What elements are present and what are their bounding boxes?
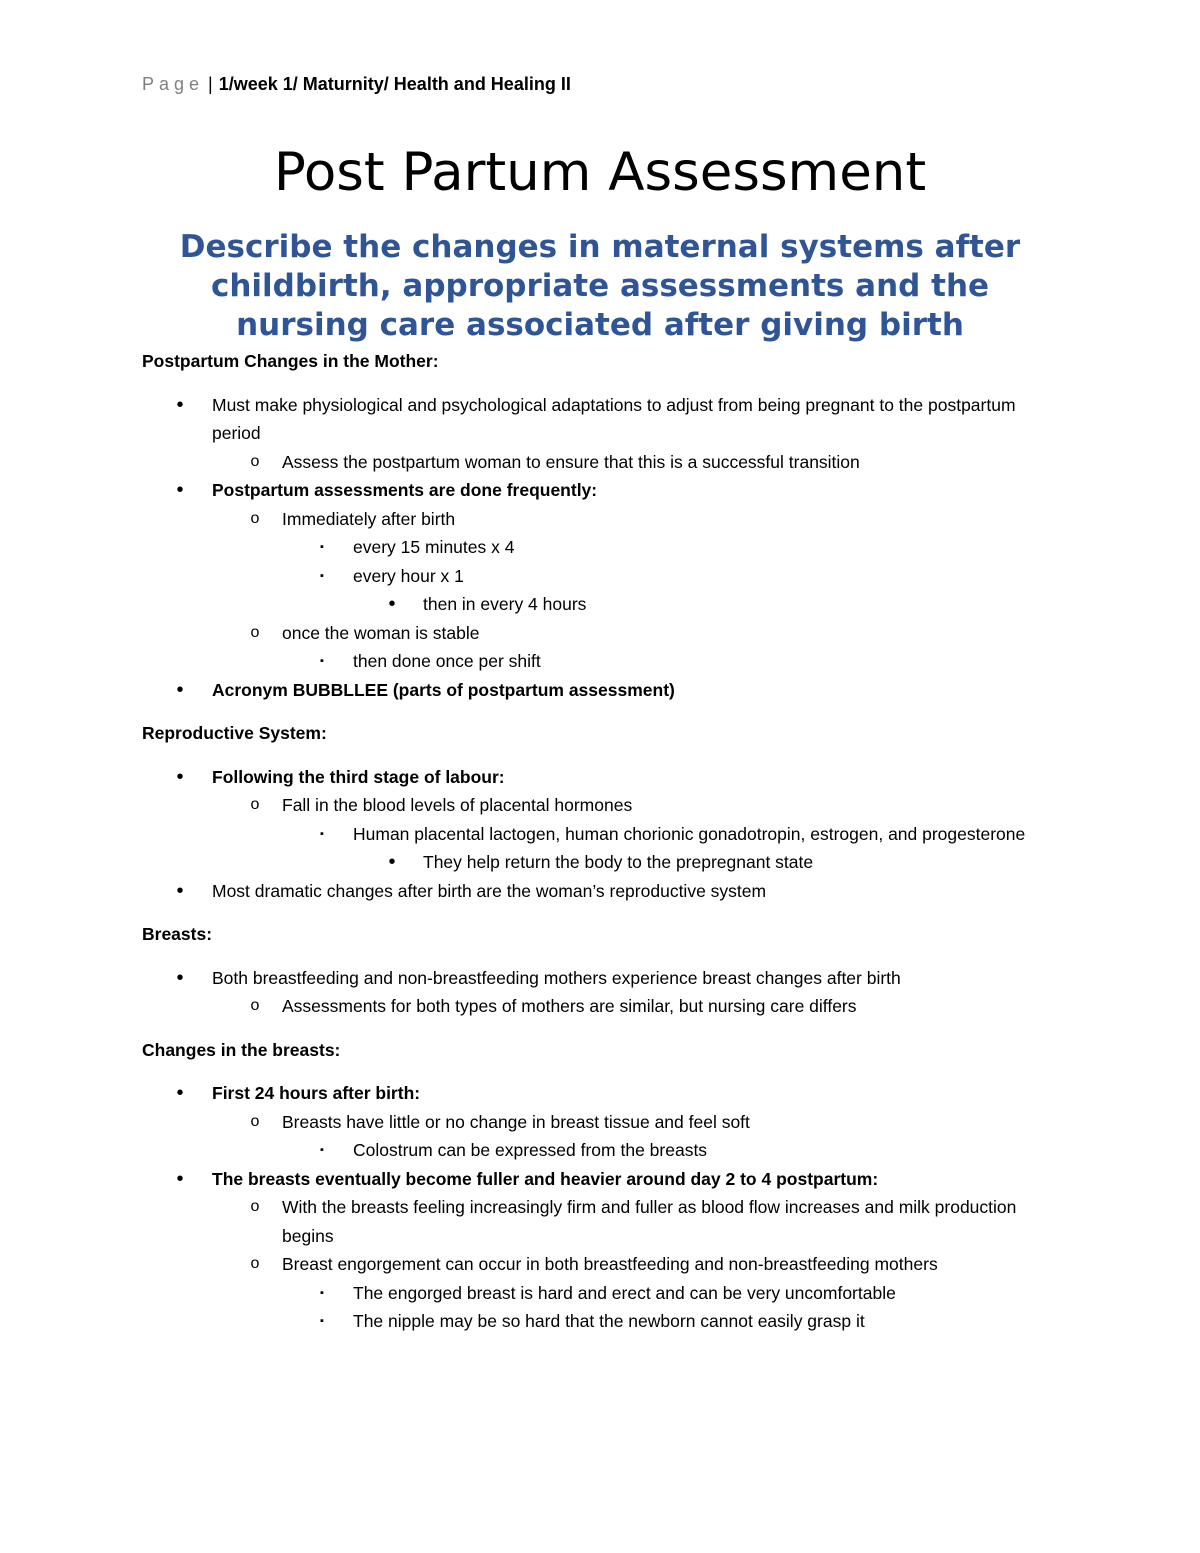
list-item: [142, 964, 1042, 993]
section-heading-reproductive: Reproductive System:: [142, 723, 327, 743]
bullet-icon: ▪: [320, 827, 324, 840]
list-item: [142, 391, 1042, 448]
list-item: [142, 1136, 1042, 1165]
list-item-text: then in every 4 hours: [423, 594, 587, 614]
list-item-text: Human placental lactogen, human chorionic gonadotropin, estrogen, and progesterone: [353, 823, 1026, 844]
page-header: [142, 72, 571, 96]
document-title: Post Partum Assessment: [273, 142, 927, 203]
list-item-text: The engorged breast is hard and erect and can be very uncomfortable: [353, 1282, 896, 1303]
list-item: [142, 848, 1042, 877]
section-heading-mother: Postpartum Changes in the Mother:: [142, 351, 439, 371]
list-item-text: every 15 minutes x 4: [353, 537, 515, 557]
list-item-text: The nipple may be so hard that the newborn cannot easily grasp it: [353, 1311, 865, 1331]
list-item-text: Fall in the blood levels of placental hormones: [282, 795, 633, 815]
bullet-icon: ▪: [320, 569, 324, 582]
list-item-text: Postpartum assessments are done frequently:: [212, 480, 598, 500]
list-item-text: Assessments for both types of mothers are similar, but nursing care differs: [282, 996, 857, 1016]
list-item: [142, 619, 1042, 648]
list-item-text: The breasts eventually become fuller and heavier around day 2 to 4 postpartum:: [212, 1168, 879, 1189]
bullet-icon: ▪: [320, 655, 324, 667]
list-item-text: Acronym BUBBLLEE (parts of postpartum assessment): [212, 679, 675, 700]
list-item: [142, 676, 1042, 705]
document-body: [142, 347, 1042, 1336]
list-item-text: Assess the postpartum woman to ensure that this is a successful transition: [282, 451, 860, 472]
bullet-icon: o: [250, 1112, 260, 1130]
document-subtitle: Describe the changes in maternal systems after childbirth, appropriate assessments and the nursing care associated after giving birth: [179, 229, 1021, 343]
list-mother: [142, 391, 1042, 705]
list-item-text: then done once per shift: [353, 651, 541, 671]
bullet-icon: o: [250, 452, 260, 470]
bullet-icon: •: [176, 479, 184, 501]
list-item: [142, 590, 1042, 619]
bullet-icon: •: [388, 593, 396, 615]
list-item-text: Colostrum can be expressed from the breasts: [353, 1140, 708, 1160]
list-item-text: Both breastfeeding and non-breastfeeding mothers experience breast changes after birth: [212, 967, 901, 988]
bullet-icon: ▪: [320, 1286, 324, 1299]
list-item: [142, 1193, 1042, 1250]
list-changes: [142, 1079, 1042, 1336]
list-item: [142, 877, 1042, 906]
list-item: [142, 791, 1042, 820]
bullet-icon: •: [176, 1167, 184, 1190]
list-item: [142, 562, 1042, 591]
bullet-icon: o: [250, 997, 260, 1014]
list-item-text: With the breasts feeling increasingly firm and fuller as blood flow increases and milk production begins: [282, 1197, 1017, 1246]
section-heading-breasts: Breasts:: [142, 924, 213, 944]
bullet-icon: •: [176, 879, 184, 902]
list-item: [142, 647, 1042, 676]
list-item-text: Breasts have little or no change in breast tissue and feel soft: [282, 1111, 750, 1132]
list-item: [142, 505, 1042, 534]
bullet-icon: ▪: [320, 1315, 324, 1327]
header-separator: |: [208, 74, 213, 94]
bullet-icon: •: [176, 966, 184, 989]
bullet-icon: •: [176, 678, 184, 701]
list-item: [142, 992, 1042, 1021]
bullet-icon: o: [250, 1255, 260, 1272]
bullet-icon: •: [388, 851, 396, 873]
list-item: [142, 820, 1042, 849]
list-item-text: Following the third stage of labour:: [212, 766, 505, 787]
list-item: [142, 533, 1042, 562]
bullet-icon: o: [250, 1198, 260, 1215]
list-item: [142, 1279, 1042, 1308]
bullet-icon: o: [250, 623, 260, 641]
list-item-text: Breast engorgement can occur in both breastfeeding and non-breastfeeding mothers: [282, 1254, 938, 1274]
list-breasts: [142, 964, 1042, 1021]
bullet-icon: ▪: [320, 541, 324, 553]
list-item: [142, 763, 1042, 792]
list-item-text: First 24 hours after birth:: [212, 1083, 421, 1103]
list-item: [142, 448, 1042, 477]
section-heading-changes: Changes in the breasts:: [142, 1039, 341, 1060]
list-item: [142, 1079, 1042, 1108]
page-label: Page: [142, 74, 205, 94]
list-item: [142, 1250, 1042, 1279]
bullet-icon: •: [176, 393, 184, 416]
list-reproductive: [142, 763, 1042, 906]
bullet-icon: o: [250, 796, 260, 813]
bullet-icon: o: [250, 509, 260, 527]
list-item-text: once the woman is stable: [282, 622, 480, 643]
list-item: [142, 1108, 1042, 1137]
list-item: [142, 476, 1042, 505]
bullet-icon: ▪: [320, 1144, 324, 1156]
bullet-icon: •: [176, 765, 184, 788]
bullet-icon: •: [176, 1082, 184, 1104]
list-item-text: every hour x 1: [353, 565, 464, 586]
list-item-text: Most dramatic changes after birth are the woman’s reproductive system: [212, 880, 767, 901]
list-item-text: Immediately after birth: [282, 508, 456, 529]
list-item: [142, 1165, 1042, 1194]
list-item-text: They help return the body to the prepregnant state: [423, 852, 814, 872]
list-item-text: Must make physiological and psychological adaptations to adjust from being pregnant to the postpartum period: [212, 394, 1016, 443]
course-label: 1/week 1/ Maturnity/ Health and Healing II: [218, 74, 571, 94]
list-item: [142, 1307, 1042, 1336]
